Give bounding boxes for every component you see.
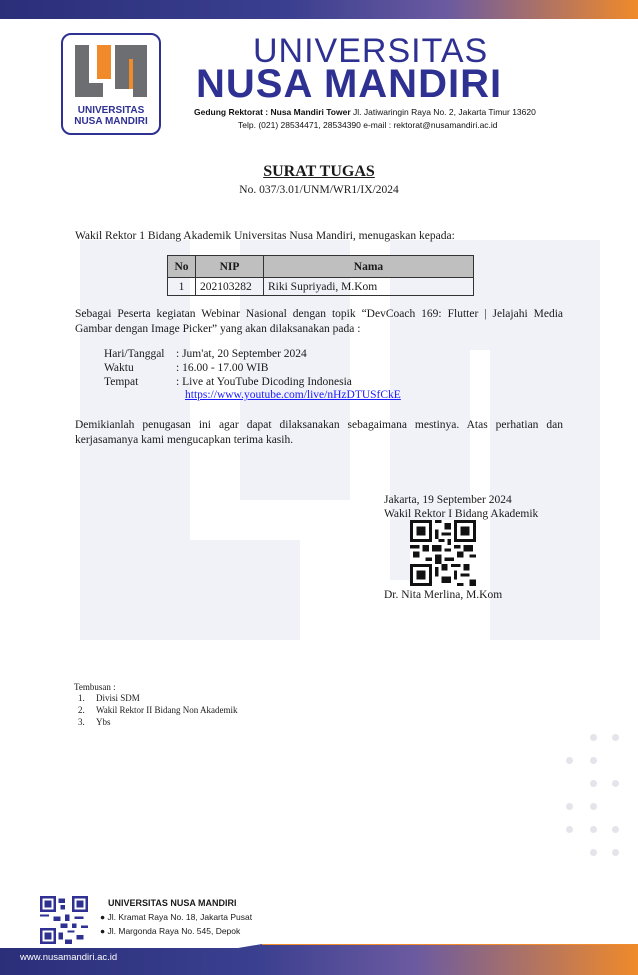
assignee-table bbox=[167, 255, 474, 296]
column-header-nama: Nama bbox=[264, 256, 474, 278]
list-item bbox=[78, 693, 140, 703]
footer-website[interactable]: www.nusamandiri.ac.id bbox=[20, 952, 118, 963]
footer-address-1: ● Jl. Kramat Raya No. 18, Jakarta Pusat bbox=[100, 912, 253, 922]
detail-time bbox=[104, 361, 268, 375]
letterhead-title-line2: NUSA MANDIRI bbox=[196, 62, 503, 106]
cc-text: Wakil Rektor II Bidang Non Akademik bbox=[96, 705, 238, 715]
detail-place-value: : Live at YouTube Dicoding Indonesia bbox=[176, 376, 352, 388]
address-building: Gedung Rektorat : Nusa Mandiri Tower bbox=[194, 107, 351, 117]
column-header-nip: NIP bbox=[196, 256, 264, 278]
signer-name: Dr. Nita Merlina, M.Kom bbox=[384, 589, 503, 601]
cell-nip: 202103282 bbox=[196, 278, 264, 296]
cc-label: Tembusan : bbox=[74, 682, 116, 692]
detail-date bbox=[104, 347, 307, 361]
youtube-link[interactable]: https://www.youtube.com/live/nHzDTUSfCkE bbox=[185, 389, 401, 401]
cc-text: Divisi SDM bbox=[96, 693, 140, 703]
letterhead-address bbox=[194, 107, 536, 117]
intro-paragraph: Wakil Rektor 1 Bidang Akademik Universitas Nusa Mandiri, menugaskan kepada: bbox=[75, 230, 455, 242]
list-item bbox=[78, 717, 111, 727]
letter-title: SURAT TUGAS bbox=[263, 163, 375, 180]
letterhead-contact: Telp. (021) 28534471, 28534390 e-mail : rektorat@nusamandiri.ac.id bbox=[238, 120, 498, 130]
table-header-row bbox=[168, 256, 474, 278]
letter-number: No. 037/3.01/UNM/WR1/IX/2024 bbox=[239, 184, 399, 196]
logo-caption-line1: UNIVERSITAS bbox=[77, 105, 145, 116]
logo-caption-line2: NUSA MANDIRI bbox=[74, 116, 148, 127]
place-date: Jakarta, 19 September 2024 bbox=[384, 494, 512, 506]
detail-time-value: : 16.00 - 17.00 WIB bbox=[176, 362, 269, 374]
letterhead-title-line1: UNIVERSITAS bbox=[253, 32, 489, 70]
closing-paragraph: Demikianlah penugasan ini agar dapat dilaksanakan sebagaimana mestinya. Atas perhatian dan kerjasamanya kami mengucapkan terima kasih. bbox=[75, 419, 563, 446]
header-color-bar bbox=[0, 0, 638, 19]
cc-number: 3. bbox=[78, 717, 85, 727]
list-item bbox=[78, 705, 238, 715]
detail-place-label: Tempat bbox=[104, 376, 139, 388]
address-street: Jl. Jatiwaringin Raya No. 2, Jakarta Timur 13620 bbox=[350, 107, 536, 117]
cell-nama: Riki Supriyadi, M.Kom bbox=[264, 278, 474, 296]
logo-mark-icon bbox=[69, 39, 153, 103]
cell-no: 1 bbox=[168, 278, 196, 296]
detail-date-label: Hari/Tanggal bbox=[104, 348, 165, 360]
detail-date-value: : Jum'at, 20 September 2024 bbox=[176, 348, 307, 360]
column-header-no: No bbox=[168, 256, 196, 278]
cc-text: Ybs bbox=[96, 717, 111, 727]
footer-university-name: UNIVERSITAS NUSA MANDIRI bbox=[108, 898, 237, 908]
footer-qr-code-icon bbox=[40, 896, 88, 944]
detail-time-label: Waktu bbox=[104, 362, 134, 374]
cc-number: 1. bbox=[78, 693, 85, 703]
signature-qr-code-icon bbox=[410, 520, 476, 586]
cc-number: 2. bbox=[78, 705, 85, 715]
footer-address-2: ● Jl. Margonda Raya No. 545, Depok bbox=[100, 926, 241, 936]
signer-title: Wakil Rektor I Bidang Akademik bbox=[384, 508, 539, 520]
purpose-paragraph: Sebagai Peserta kegiatan Webinar Nasional dengan topik “DevCoach 169: Flutter | Jelajahi Media Gambar dengan Image Picker” yang akan dilaksanakan pada : bbox=[75, 308, 563, 335]
detail-place bbox=[104, 375, 352, 389]
university-logo bbox=[61, 33, 161, 135]
table-row bbox=[168, 278, 474, 296]
